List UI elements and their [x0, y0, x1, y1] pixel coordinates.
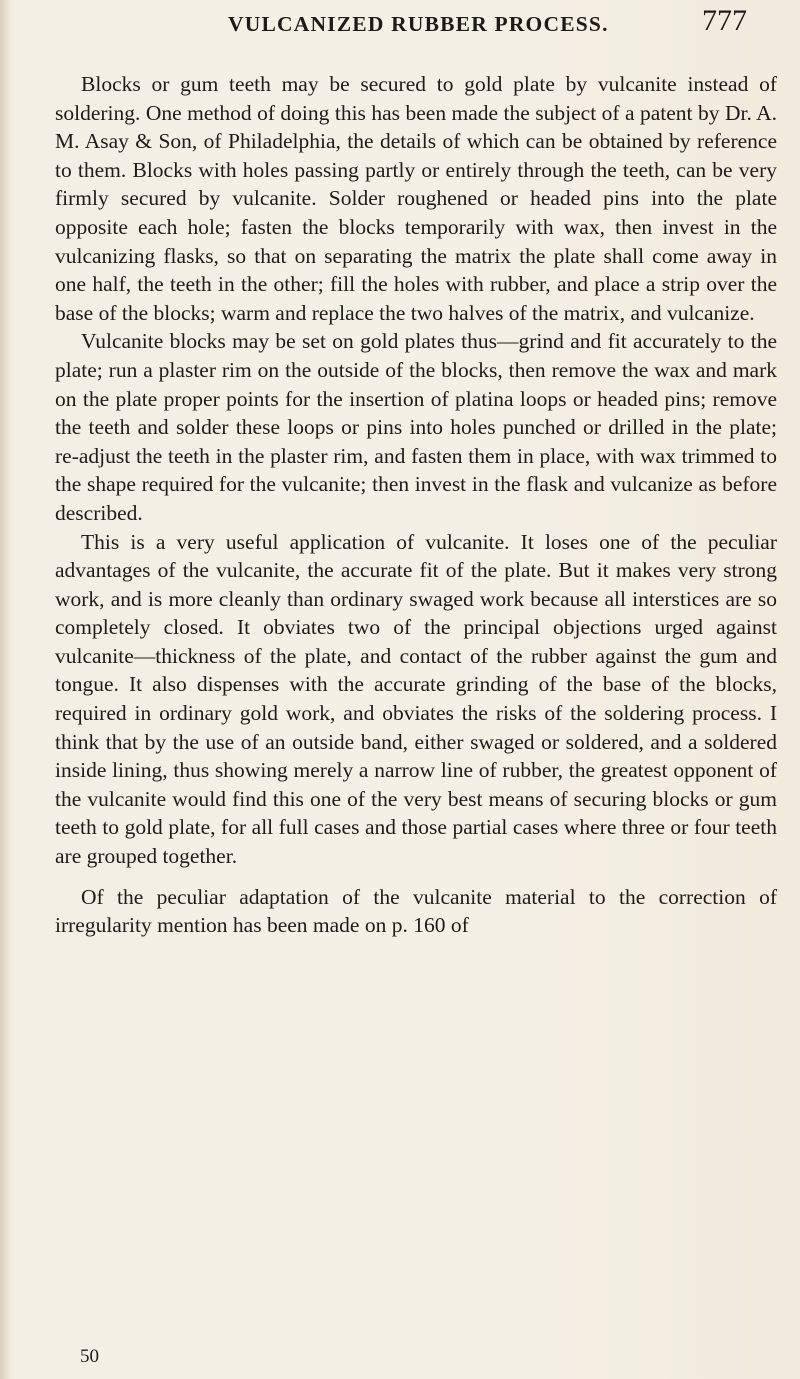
binding-shadow	[0, 0, 10, 1379]
paragraph-vulcanite-blocks: Vulcanite blocks may be set on gold plates thus—grind and fit accurately to the plate; run a plaster rim on the outside of the blocks, then remove the wax and mark on the plate proper points for the insertion of platina loops or headed pins; remove the teeth and solder these loops or pins into holes punched or drilled in the plate; re-adjust the teeth in the plaster rim, and fasten them in place, with wax trimmed to the shape required for the vulcanite; then invest in the flask and vulcanize as before described.	[55, 329, 777, 525]
running-head: VULCANIZED RUBBER PROCESS.	[228, 12, 609, 36]
page-number: 777	[702, 4, 747, 37]
signature-mark: 50	[80, 1346, 99, 1367]
paragraph-useful-application: This is a very useful application of vulcanite. It loses one of the peculiar advantages of the vulcanite, the accurate fit of the plate. But it makes very strong work, and is more cleanly than ordinary swaged work because all interstices are so completely closed. It obviates two of the principal objections urged against vulcanite—thickness of the plate, and contact of the rubber against the gum and tongue. It also dispenses with the accurate grinding of the base of the blocks, required in ordinary gold work, and obviates the risks of the soldering process. I think that by the use of an outside band, either swaged or soldered, and a soldered inside lining, thus showing merely a narrow line of rubber, the greatest opponent of the vulcanite would find this one of the very best means of securing blocks or gum teeth to gold plate, for all full cases and those partial cases where three or four teeth are grouped together.	[55, 529, 777, 869]
paragraph-irregularity: Of the peculiar adaptation of the vulcanite material to the correction of irregularity mention has been made on p. 160 of	[55, 884, 777, 938]
body-text	[55, 70, 777, 940]
paragraph-block-teeth: Blocks or gum teeth may be secured to gold plate by vulcanite instead of soldering. One method of doing this has been made the subject of a patent by Dr. A. M. Asay & Son, of Philadelphia, the details of which can be obtained by reference to them. Blocks with holes passing partly or entirely through the teeth, can be very firmly secured by vulcanite. Solder roughened or headed pins into the plate opposite each hole; fasten the blocks temporarily with wax, then invest in the vulcanizing flasks, so that on separating the matrix the plate shall come away in one half, the teeth in the other; fill the holes with rubber, and place a strip over the base of the blocks; warm and replace the two halves of the matrix, and vulcanize.	[55, 72, 777, 325]
